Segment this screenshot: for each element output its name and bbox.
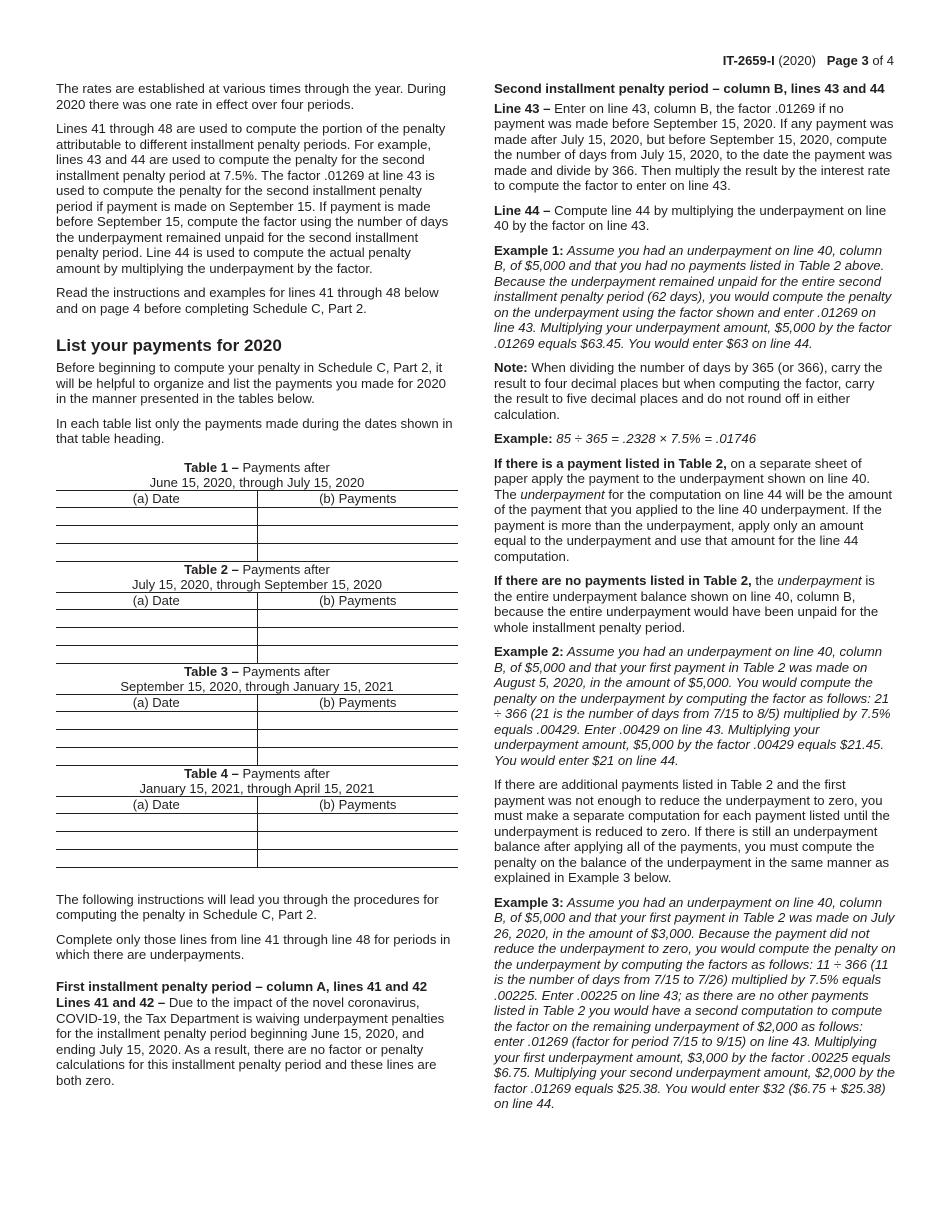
additional-payments-paragraph: If there are additional payments listed in Table 2 and the first payment was not enough to reduce the underpayment to zero, you must make a separate computation for each payment listed until the underpayment is reduced to zero. If there is still an underpayment balance after applying all of the payments, you must compute the penalty on the balance of the underpayment in the same manner as explained in Example 3 below.	[494, 777, 890, 885]
example-formula-paragraph	[494, 431, 896, 447]
table-row	[56, 747, 458, 765]
date-cell[interactable]	[56, 645, 257, 663]
payment-listed-label: If there is a payment listed in Table 2,	[494, 455, 727, 471]
payment-tables	[56, 460, 458, 868]
note-paragraph	[494, 360, 896, 422]
each-table-paragraph: In each table list only the payments made during the dates shown in that table heading.	[56, 415, 453, 446]
payments-table-3	[56, 664, 458, 766]
no-payments-text-2: is the entire underpayment balance shown on line 40, column B, because the entire underpayment would have been unpaid for the whole installment penalty period.	[494, 573, 879, 635]
table-row	[56, 543, 458, 561]
read-instructions-paragraph: Read the instructions and examples for lines 41 through 48 below and on page 4 before completing Schedule C, Part 2.	[56, 285, 439, 316]
column-header-payments: (b) Payments	[257, 694, 458, 711]
no-payments-paragraph	[494, 573, 896, 635]
example-1-label: Example 1:	[494, 242, 564, 258]
line-44-paragraph	[494, 203, 896, 234]
example-2-paragraph	[494, 644, 896, 768]
left-column	[56, 81, 458, 1097]
section-heading-payments: List your payments for 2020	[56, 336, 282, 355]
column-header-payments: (b) Payments	[257, 490, 458, 507]
payment-listed-text-1: on a separate sheet of paper apply the payment to the underpayment shown on line 40. The	[494, 455, 871, 502]
payment-cell[interactable]	[257, 831, 458, 849]
example-label: Example:	[494, 431, 553, 446]
first-period-heading: First installment penalty period – column A, lines 41 and 42	[56, 978, 428, 994]
table-row	[56, 609, 458, 627]
lines-41-42-paragraph	[56, 995, 458, 1088]
following-instructions-paragraph: The following instructions will lead you through the procedures for computing the penalty in Schedule C, Part 2.	[56, 891, 439, 922]
payment-cell[interactable]	[257, 507, 458, 525]
example-1-paragraph	[494, 243, 896, 352]
table-row	[56, 645, 458, 663]
payment-cell[interactable]	[257, 645, 458, 663]
date-cell[interactable]	[56, 831, 257, 849]
payments-table-2	[56, 562, 458, 664]
table-title: Table 1 –	[184, 459, 239, 475]
table-row	[56, 729, 458, 747]
table-dates: September 15, 2020, through January 15, 2021	[120, 678, 394, 694]
table-title-rest: Payments after	[242, 459, 330, 475]
table-dates: June 15, 2020, through July 15, 2020	[149, 474, 365, 490]
table-row	[56, 507, 458, 525]
table-title: Table 4 –	[184, 765, 239, 781]
table-title: Table 3 –	[184, 663, 239, 679]
complete-only-paragraph: Complete only those lines from line 41 through line 48 for periods in which there are underpayments.	[56, 931, 451, 962]
no-payments-label: If there are no payments listed in Table 2,	[494, 573, 752, 588]
second-period-heading: Second installment penalty period – column B, lines 43 and 44	[494, 81, 885, 96]
table-title-rest: Payments after	[242, 765, 330, 781]
date-cell[interactable]	[56, 525, 257, 543]
column-header-date: (a) Date	[56, 592, 257, 609]
page-label: Page 3	[826, 53, 869, 68]
line-43-text: Enter on line 43, column B, the factor .01269 if no payment was made before September 15, 2020. If any payment was made after July 15, 2020, but before September 15, 2020, compute the number of days from July 15, 2020, to the date the payment was made and divide by 366. Then multiply the result by the interest rate to compute the factor to enter on line 43.	[494, 100, 894, 193]
no-payments-text-1: the	[751, 573, 778, 588]
payment-cell[interactable]	[257, 711, 458, 729]
date-cell[interactable]	[56, 627, 257, 645]
table-row	[56, 711, 458, 729]
table-title-rest: Payments after	[242, 561, 330, 577]
payment-listed-paragraph	[494, 456, 896, 565]
no-payments-italic: underpayment	[777, 573, 862, 588]
rates-paragraph: The rates are established at various times through the year. During 2020 there was one rate in effect over four periods.	[56, 81, 446, 112]
example-3-paragraph	[494, 895, 896, 1112]
column-header-payments: (b) Payments	[257, 592, 458, 609]
table-row	[56, 813, 458, 831]
right-column	[494, 81, 896, 1121]
column-header-date: (a) Date	[56, 490, 257, 507]
payment-cell[interactable]	[257, 813, 458, 831]
line-43-label: Line 43 –	[494, 100, 551, 116]
date-cell[interactable]	[56, 849, 257, 867]
payment-cell[interactable]	[257, 627, 458, 645]
table-row	[56, 831, 458, 849]
lines-41-42-text: Due to the impact of the novel coronavirus, COVID-19, the Tax Department is waiving underpayment penalties for the installment penalty period beginning June 15, 2020, and ending July 15, 2020. As a result, there are no factor or penalty calculations for this installment penalty period and these lines are both zero.	[56, 995, 445, 1088]
table-row	[56, 849, 458, 867]
form-number: IT-2659-I	[722, 53, 775, 68]
payment-cell[interactable]	[257, 747, 458, 765]
note-text: When dividing the number of days by 365 (or 366), carry the result to four decimal places but when computing the factor, carry the result to five decimal places and do not round off in either calculation.	[494, 360, 883, 422]
payment-cell[interactable]	[257, 729, 458, 747]
example-3-label: Example 3:	[494, 894, 564, 910]
payment-listed-text-2: for the computation on line 44 will be the amount of the payment that you applied to the line 40 underpayment. If the payment is more than the underpayment, apply only an amount equal to the underpayment and use that amount for the line 44 computation.	[494, 486, 893, 564]
date-cell[interactable]	[56, 729, 257, 747]
date-cell[interactable]	[56, 747, 257, 765]
page-of: of 4	[872, 53, 894, 68]
note-label: Note:	[494, 360, 528, 375]
table-title-rest: Payments after	[242, 663, 330, 679]
form-year: (2020)	[778, 53, 816, 68]
example-2-label: Example 2:	[494, 644, 564, 659]
line-44-text: Compute line 44 by multiplying the underpayment on line 40 by the factor on line 43.	[494, 202, 887, 233]
date-cell[interactable]	[56, 507, 257, 525]
payment-cell[interactable]	[257, 525, 458, 543]
column-header-payments: (b) Payments	[257, 796, 458, 813]
payments-table-1	[56, 460, 458, 562]
payment-cell[interactable]	[257, 849, 458, 867]
example-2-text: Assume you had an underpayment on line 40, column B, of $5,000 and that your first payment in Table 2 was made on August 5, 2020, in the amount of $5,000. You would compute the penalty on the underpayment by computing the factor as follows: 21 ÷ 366 (21 is the number of days from 7/15 to 8/5) multiplied by 7.5% equals .00429. Enter .00429 on line 43. Multiplying your underpayment amount, $5,000 by the factor .00429 equals $21.45. You would enter $21 on line 44.	[494, 644, 891, 768]
table-dates: January 15, 2021, through April 15, 2021	[139, 780, 375, 796]
column-header-date: (a) Date	[56, 694, 257, 711]
example-3-text: Assume you had an underpayment on line 40, column B, of $5,000 and that your first payment in Table 2 was made on July 26, 2020, in the amount of $3,000. Because the payment did not reduce the underpayment to zero, you would compute the penalty on the underpayment by computing the factors as follows: 11 ÷ 366 (11 is the number of days from 7/15 to 7/26) multiplied by 7.5% equals .00225. Enter .00225 on line 43; as there are no other payments listed in Table 2 you would have a second computation to compute the factor on the remaining underpayment of $2,000 as follows: enter .01269 (factor for period 7/15 to 9/15) on line 43. Multiplying your first underpayment amount, $3,000 by the factor .00225 equals $6.75. Multiplying your second underpayment amount, $2,000 by the factor .01269 equals $25.38. You would enter $32 ($6.75 + $25.38) on line 44.	[494, 894, 896, 1111]
date-cell[interactable]	[56, 609, 257, 627]
line-44-label: Line 44 –	[494, 202, 551, 218]
payments-table-4	[56, 766, 458, 868]
date-cell[interactable]	[56, 711, 257, 729]
date-cell[interactable]	[56, 543, 257, 561]
table-title: Table 2 –	[184, 561, 239, 577]
date-cell[interactable]	[56, 813, 257, 831]
example-formula: 85 ÷ 365 = .2328 × 7.5% = .01746	[552, 431, 757, 446]
column-header-date: (a) Date	[56, 796, 257, 813]
payment-cell[interactable]	[257, 543, 458, 561]
payment-cell[interactable]	[257, 609, 458, 627]
page-header	[723, 53, 894, 68]
table-dates: July 15, 2020, through September 15, 2020	[131, 576, 383, 592]
line-43-paragraph	[494, 101, 896, 194]
payment-listed-italic: underpayment	[520, 486, 605, 502]
lines-41-42-label: Lines 41 and 42 –	[56, 995, 166, 1010]
table-row	[56, 525, 458, 543]
table-row	[56, 627, 458, 645]
lines-41-48-paragraph: Lines 41 through 48 are used to compute the portion of the penalty attributable to different installment penalty periods. For example, lines 43 and 44 are used to compute the penalty for the second installment penalty period at 7.5%. The factor .01269 at line 43 is used to compute the penalty for the second installment penalty period if payment is made on September 15. If payment is made before September 15, compute the factor using the number of days the underpayment remained unpaid for the second installment penalty period. Line 44 is used to compute the actual penalty amount by multiplying the underpayment by the factor.	[56, 121, 449, 276]
before-beginning-paragraph: Before beginning to compute your penalty in Schedule C, Part 2, it will be helpful to organize and list the payments you made for 2020 in the manner presented in the tables below.	[56, 360, 446, 406]
example-1-text: Assume you had an underpayment on line 40, column B, of $5,000 and that you had no payments listed in Table 2 above. Because the underpayment remained unpaid for the entire second installment penalty period (62 days), you would compute the penalty on the underpayment using the factor shown and enter .01269 on line 43. Multiplying your underpayment amount, $5,000 by the factor .01269 equals $63.45. You would enter $63 on line 44.	[494, 242, 892, 351]
